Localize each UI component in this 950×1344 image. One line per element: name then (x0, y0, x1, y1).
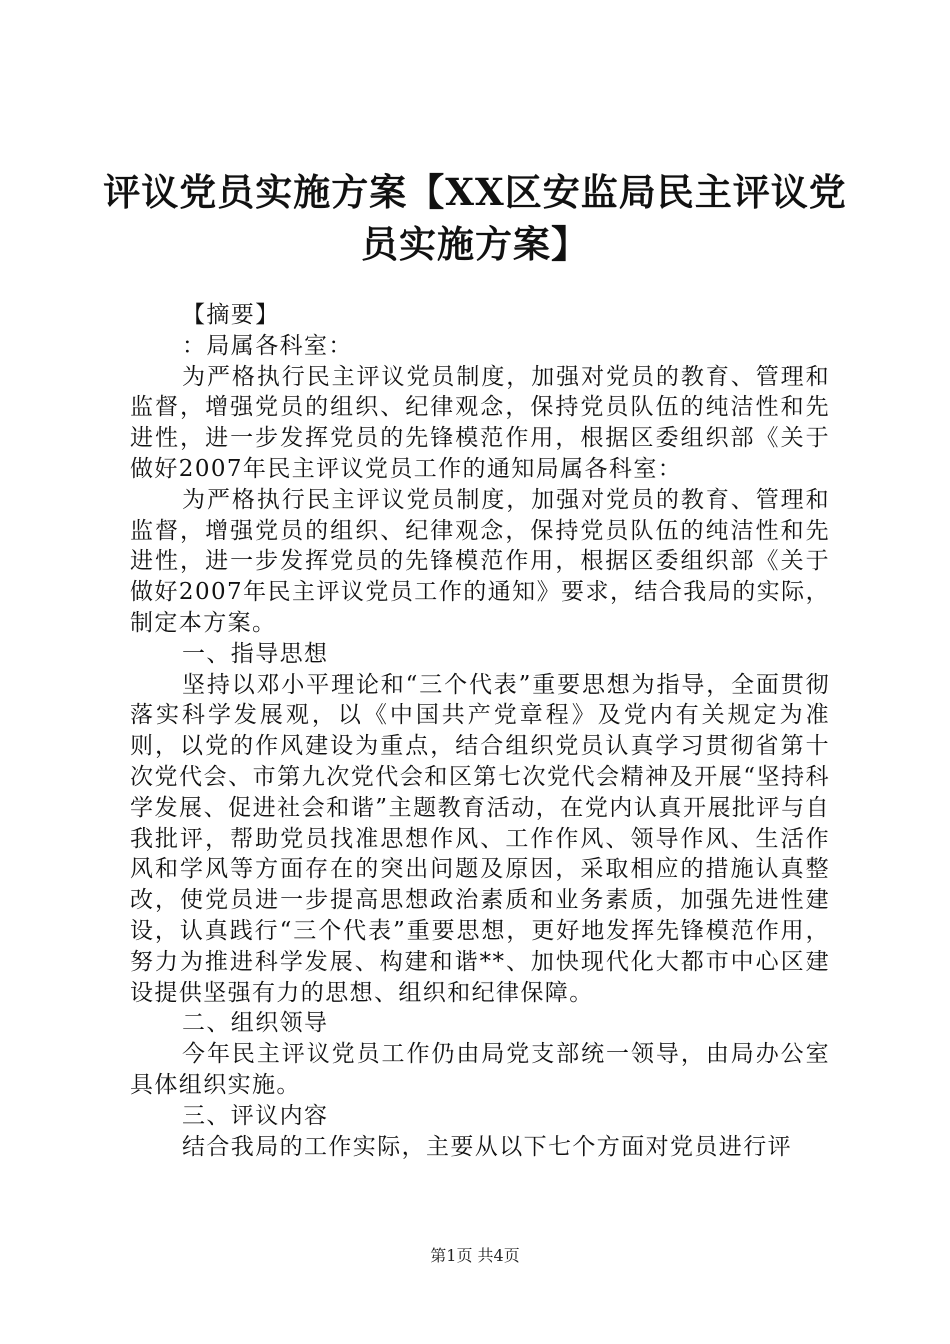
document-title-line-1: 评议党员实施方案【XX区安监局民主评议党 (103, 170, 847, 214)
document-body (130, 300, 830, 1162)
paragraph: 今年民主评议党员工作仍由局党支部统一领导，由局办公室具体组织实施。 (130, 1041, 830, 1098)
paragraph: 为严格执行民主评议党员制度，加强对党员的教育、管理和监督，增强党员的组织、纪律观念，保持党员队伍的纯洁性和先进性，进一步发挥党员的先锋模范作用，根据区委组织部《关于做好2007年民主评议党员工作的通知局属各科室： (130, 363, 830, 482)
abstract-label: 【摘要】 (182, 302, 280, 328)
section-heading: 二、组织领导 (182, 1010, 329, 1037)
page-footer: 第1页 共4页 (430, 1246, 520, 1265)
section-heading: 一、指导思想 (182, 640, 329, 667)
paragraph: 结合我局的工作实际，主要从以下七个方面对党员进行评 (182, 1133, 792, 1160)
paragraph: 坚持以邓小平理论和“三个代表”重要思想为指导，全面贯彻落实科学发展观，以《中国共产党章程》及党内有关规定为准则，以党的作风建设为重点，结合组织党员认真学习贯彻省第十次党代会、市第九次党代会和区第七次党代会精神及开展“坚持科学发展、促进社会和谐”主题教育活动，在党内认真开展批评与自我批评，帮助党员找准思想作风、工作作风、领导作风、生活作风和学风等方面存在的突出问题及原因，采取相应的措施认真整改，使党员进一步提高思想政治素质和业务素质，加强先进性建设，认真践行“三个代表”重要思想，更好地发挥先锋模范作用，努力为推进科学发展、构建和谐**、加快现代化大都市中心区建设提供坚强有力的思想、组织和纪律保障。 (130, 671, 830, 1006)
section-heading: 三、评议内容 (182, 1102, 329, 1129)
document-title-line-2: 员实施方案】 (361, 222, 589, 266)
addressee-line: ：局属各科室： (182, 332, 353, 359)
paragraph: 为严格执行民主评议党员制度，加强对党员的教育、管理和监督，增强党员的组织、纪律观念，保持党员队伍的纯洁性和先进性，进一步发挥党员的先锋模范作用，根据区委组织部《关于做好2007年民主评议党员工作的通知》要求，结合我局的实际，制定本方案。 (130, 486, 830, 636)
